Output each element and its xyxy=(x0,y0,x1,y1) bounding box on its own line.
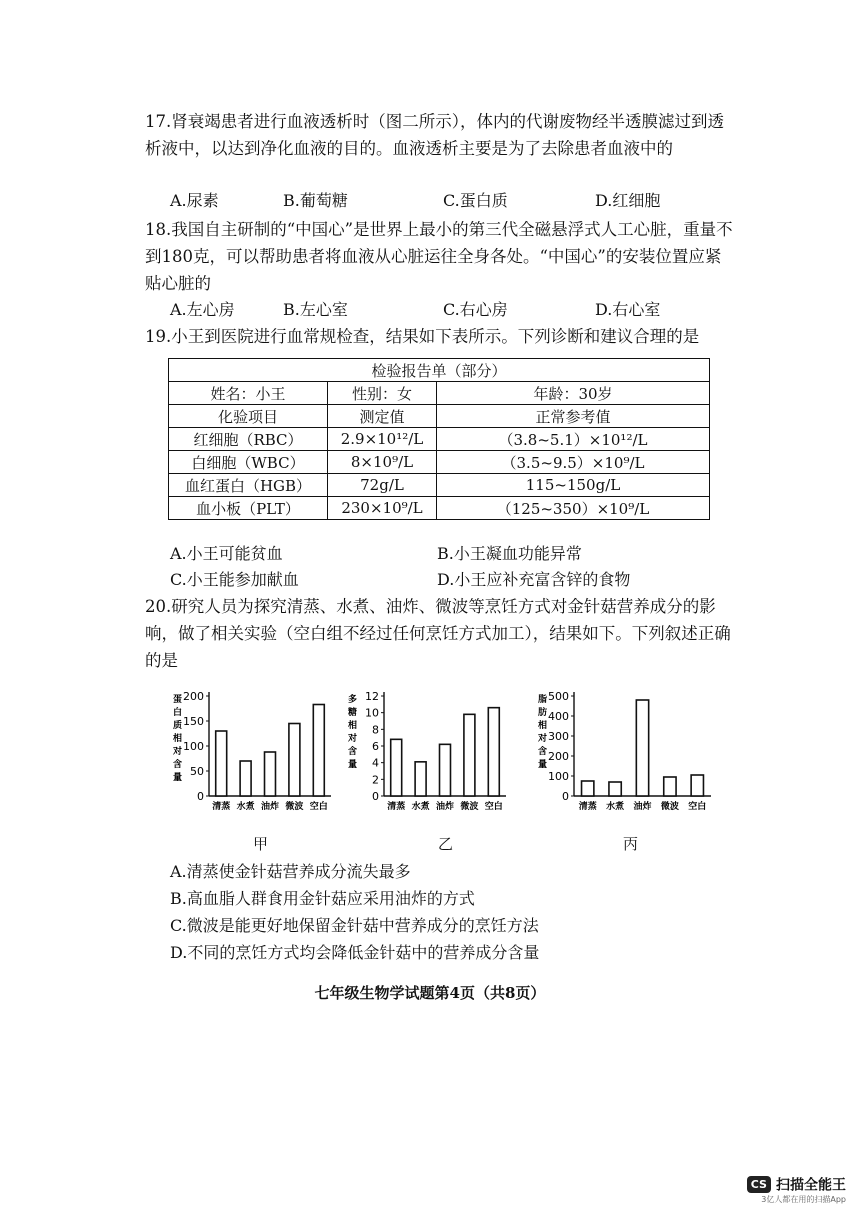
scanner-watermark xyxy=(747,1174,846,1206)
x-tick-label: 水煮 xyxy=(606,802,625,812)
q19-option-c[interactable]: C.小王能参加献血 xyxy=(170,570,299,589)
bar-微波 xyxy=(464,714,475,796)
x-tick-label: 空白 xyxy=(688,802,707,812)
x-tick-label: 清蒸 xyxy=(212,802,231,812)
x-tick-label: 水煮 xyxy=(411,802,430,812)
row-item: 血小板（PLT） xyxy=(169,497,328,520)
x-tick-label: 微波 xyxy=(460,802,479,812)
row-item: 血红蛋白（HGB） xyxy=(169,474,328,497)
x-tick-label: 油炸 xyxy=(260,802,280,812)
y-tick-label: 200 xyxy=(548,750,569,763)
patient-sex: 性别：女 xyxy=(328,382,437,405)
table-title: 检验报告单（部分） xyxy=(169,359,710,382)
y-tick-label: 300 xyxy=(548,730,569,743)
q18-option-c[interactable]: C.右心房 xyxy=(443,300,508,319)
row-value: 2.9×10¹²/L xyxy=(328,428,437,451)
x-tick-label: 清蒸 xyxy=(387,802,406,812)
q17-option-b[interactable]: B.葡萄糖 xyxy=(283,191,348,210)
table-row xyxy=(169,428,710,451)
lab-report-table xyxy=(168,358,710,520)
q18-option-b[interactable]: B.左心室 xyxy=(283,300,348,319)
y-tick-label: 100 xyxy=(183,740,204,753)
q19-option-d[interactable]: D.小王应补充富含锌的食物 xyxy=(437,570,631,589)
y-tick-label: 12 xyxy=(365,690,379,703)
q17-option-c[interactable]: C.蛋白质 xyxy=(443,191,508,210)
q18-option-a[interactable]: A.左心房 xyxy=(170,300,235,319)
y-tick-label: 8 xyxy=(372,723,379,737)
chart-caption-b: 乙 xyxy=(438,835,454,853)
q17-option-d[interactable]: D.红细胞 xyxy=(595,191,661,210)
x-tick-label: 微波 xyxy=(660,802,679,812)
bar-油炸 xyxy=(265,752,276,796)
x-tick-label: 水煮 xyxy=(236,802,255,812)
x-tick-label: 油炸 xyxy=(633,802,652,812)
bar-清蒸 xyxy=(582,781,594,796)
row-item: 红细胞（RBC） xyxy=(169,428,328,451)
q18-option-d[interactable]: D.右心室 xyxy=(595,300,661,319)
q20-options xyxy=(170,858,539,966)
y-tick-label: 0 xyxy=(562,790,569,803)
question-17: 17.肾衰竭患者进行血液透析时（图二所示），体内的代谢废物经半透膜滤过到透析液中，以达到净化血液的目的。血液透析主要是为了去除患者血液中的 xyxy=(145,112,724,158)
row-reference: （125~350）×10⁹/L xyxy=(437,497,710,520)
bar-清蒸 xyxy=(391,739,402,796)
row-value: 72g/L xyxy=(328,474,437,497)
question-19: 19.小王到医院进行血常规检查，结果如下表所示。下列诊断和建议合理的是 xyxy=(145,327,700,346)
row-reference: （3.5~9.5）×10⁹/L xyxy=(437,451,710,474)
bar-清蒸 xyxy=(216,731,227,796)
x-tick-label: 微波 xyxy=(285,802,304,812)
y-tick-label: 2 xyxy=(372,773,379,787)
y-tick-label: 500 xyxy=(548,690,569,703)
bar-水煮 xyxy=(240,761,251,796)
y-tick-label: 150 xyxy=(183,715,204,728)
header-item: 化验项目 xyxy=(169,405,328,428)
row-reference: （3.8~5.1）×10¹²/L xyxy=(437,428,710,451)
question-20: 20.研究人员为探究清蒸、水煮、油炸、微波等烹饪方式对金针菇营养成分的影响，做了相关实验（空白组不经过任何烹饪方式加工），结果如下。下列叙述正确的是 xyxy=(145,597,731,670)
bar-油炸 xyxy=(636,700,648,796)
y-tick-label: 400 xyxy=(548,710,569,723)
y-tick-label: 0 xyxy=(372,790,379,803)
y-tick-label: 200 xyxy=(183,690,204,703)
table-row xyxy=(169,451,710,474)
y-tick-label: 10 xyxy=(365,706,379,720)
chart-polysaccharide xyxy=(340,688,510,818)
y-tick-label: 4 xyxy=(372,756,379,770)
bar-空白 xyxy=(691,775,703,796)
page-footer: 七年级生物学试题第4页（共8页） xyxy=(314,984,546,1002)
chart-caption-c: 丙 xyxy=(623,835,639,853)
q17-option-a[interactable]: A.尿素 xyxy=(170,191,219,210)
row-item: 白细胞（WBC） xyxy=(169,451,328,474)
patient-age: 年龄：30岁 xyxy=(437,382,710,405)
y-tick-label: 6 xyxy=(372,740,379,753)
bar-空白 xyxy=(313,705,324,797)
brand-tagline: 3亿人都在用的扫描App xyxy=(761,1195,846,1204)
row-value: 230×10⁹/L xyxy=(328,497,437,520)
question-18: 18.我国自主研制的“中国心”是世界上最小的第三代全磁悬浮式人工心脏，重量不到180克，可以帮助患者将血液从心脏运往全身各处。“中国心”的安装位置应紧贴心脏的 xyxy=(145,220,733,293)
table-row xyxy=(169,497,710,520)
x-tick-label: 空白 xyxy=(484,802,503,812)
bar-水煮 xyxy=(415,762,426,796)
q20-option-c[interactable]: C.微波是能更好地保留金针菇中营养成分的烹饪方法 xyxy=(170,916,539,935)
patient-name: 姓名：小王 xyxy=(169,382,328,405)
bar-水煮 xyxy=(609,782,621,796)
y-tick-label: 50 xyxy=(190,765,204,778)
q19-option-b[interactable]: B.小王凝血功能异常 xyxy=(437,544,582,563)
y-tick-label: 100 xyxy=(548,770,569,783)
x-tick-label: 清蒸 xyxy=(578,802,597,812)
chart-fat xyxy=(530,688,715,818)
bar-微波 xyxy=(664,777,676,796)
cs-logo-icon: CS xyxy=(747,1176,771,1193)
q20-option-d[interactable]: D.不同的烹饪方式均会降低金针菇中的营养成分含量 xyxy=(170,943,540,962)
x-tick-label: 空白 xyxy=(309,802,328,812)
y-axis-label: 多糖相对含量 xyxy=(348,695,358,770)
row-reference: 115~150g/L xyxy=(437,474,710,497)
x-tick-label: 油炸 xyxy=(435,802,455,812)
table-row xyxy=(169,474,710,497)
chart-caption-a: 甲 xyxy=(253,835,269,853)
y-axis-label: 蛋白质相对含量 xyxy=(173,695,183,783)
bar-油炸 xyxy=(440,744,451,796)
header-value: 测定值 xyxy=(328,405,437,428)
chart-protein xyxy=(165,688,335,818)
brand-name: 扫描全能王 xyxy=(776,1177,846,1193)
row-value: 8×10⁹/L xyxy=(328,451,437,474)
q20-option-a[interactable]: A.清蒸使金针菇营养成分流失最多 xyxy=(170,862,411,881)
header-reference: 正常参考值 xyxy=(437,405,710,428)
bar-微波 xyxy=(289,724,300,797)
q20-option-b[interactable]: B.高血脂人群食用金针菇应采用油炸的方式 xyxy=(170,889,475,908)
q19-option-a[interactable]: A.小王可能贫血 xyxy=(170,544,283,563)
y-tick-label: 0 xyxy=(197,790,204,803)
y-axis-label: 脂肪相对含量 xyxy=(538,695,548,770)
bar-空白 xyxy=(488,708,499,796)
